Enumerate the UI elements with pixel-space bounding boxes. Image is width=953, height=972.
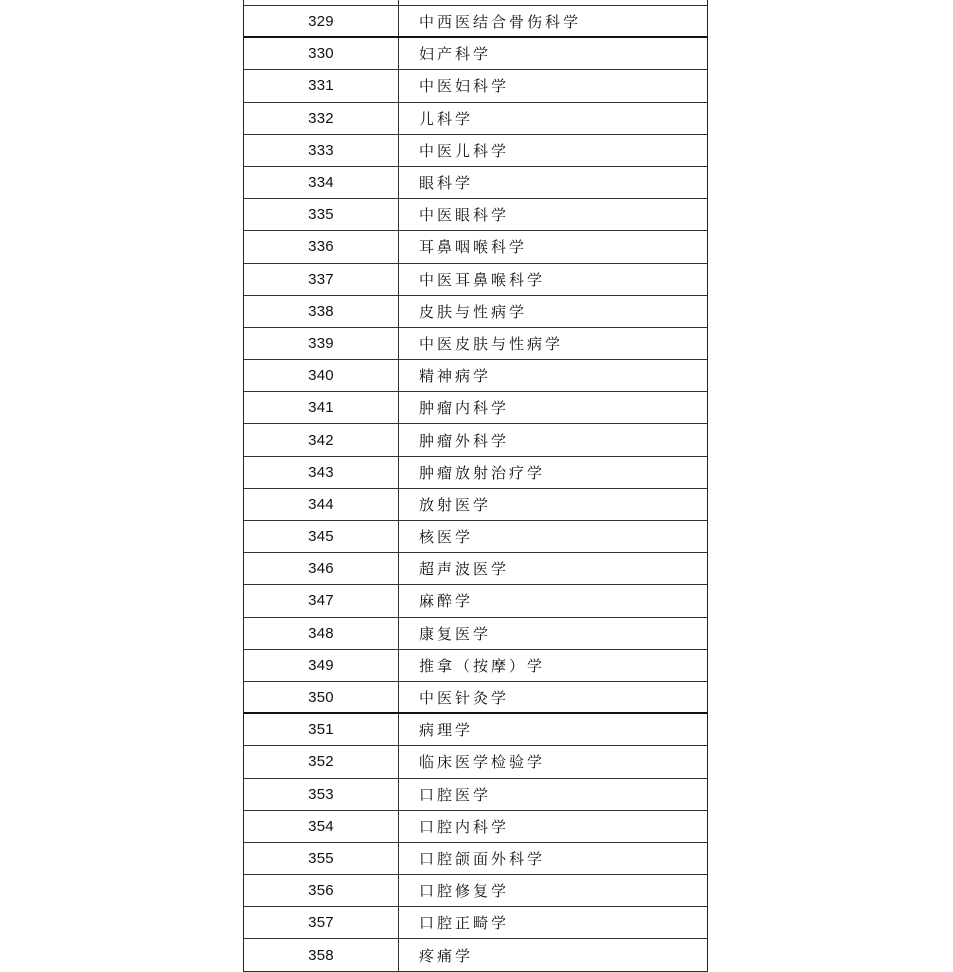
table-row: [243, 231, 708, 263]
specialty-name: 眼科学: [419, 174, 474, 193]
row-number: 357: [244, 907, 399, 938]
row-number: 358: [244, 939, 399, 970]
row-number: 347: [244, 585, 399, 616]
specialty-name: 口腔医学: [419, 785, 492, 804]
specialty-name: 中医儿科学: [419, 141, 510, 160]
specialty-name: 中医皮肤与性病学: [419, 334, 564, 353]
specialty-name: 中西医结合骨伤科学: [419, 12, 582, 31]
row-number: 355: [244, 843, 399, 874]
table-row: [243, 328, 708, 360]
table-row: [243, 521, 708, 553]
table-row: [243, 360, 708, 392]
table-row: [243, 38, 708, 70]
specialty-name: 口腔修复学: [419, 882, 510, 901]
row-number: 331: [244, 70, 399, 101]
table-row: [243, 843, 708, 875]
specialty-name: 中医针灸学: [419, 688, 510, 707]
specialty-name: 妇产科学: [419, 45, 492, 64]
table-row: [243, 811, 708, 843]
specialty-name: 精神病学: [419, 367, 492, 386]
specialty-name: 康复医学: [419, 624, 492, 643]
table-row: [243, 714, 708, 746]
row-number: 337: [244, 264, 399, 295]
table-row: [243, 6, 708, 38]
row-number: 335: [244, 199, 399, 230]
table-row: [243, 70, 708, 102]
specialty-name: 肿瘤放射治疗学: [419, 463, 546, 482]
table-row: [243, 907, 708, 939]
table-row: [243, 392, 708, 424]
specialty-name: 核医学: [419, 528, 474, 547]
row-number: 343: [244, 457, 399, 488]
specialty-table: [243, 6, 708, 972]
row-number: 334: [244, 167, 399, 198]
row-number: 345: [244, 521, 399, 552]
table-row: [243, 746, 708, 778]
table-row: [243, 135, 708, 167]
table-row: [243, 264, 708, 296]
specialty-name: 口腔内科学: [419, 817, 510, 836]
row-number: 329: [244, 6, 399, 36]
table-row: [243, 779, 708, 811]
specialty-name: 推拿（按摩）学: [419, 656, 546, 675]
specialty-name: 麻醉学: [419, 592, 474, 611]
specialty-name: 放射医学: [419, 495, 492, 514]
row-number: 351: [244, 714, 399, 745]
table-row: [243, 199, 708, 231]
table-row: [243, 939, 708, 971]
row-number: 353: [244, 779, 399, 810]
table-row: [243, 167, 708, 199]
table-row: [243, 585, 708, 617]
row-number: 336: [244, 231, 399, 262]
row-number: 349: [244, 650, 399, 681]
specialty-name: 超声波医学: [419, 560, 510, 579]
specialty-name: 皮肤与性病学: [419, 302, 528, 321]
row-number: 354: [244, 811, 399, 842]
row-number: 341: [244, 392, 399, 423]
specialty-name: 病理学: [419, 721, 474, 740]
row-number: 348: [244, 618, 399, 649]
table-row: [243, 618, 708, 650]
table-row: [243, 296, 708, 328]
specialty-name: 临床医学检验学: [419, 753, 546, 772]
row-number: 339: [244, 328, 399, 359]
specialty-name: 中医眼科学: [419, 206, 510, 225]
table-row: [243, 103, 708, 135]
row-number: 350: [244, 682, 399, 712]
row-number: 356: [244, 875, 399, 906]
specialty-name: 疼痛学: [419, 946, 474, 965]
row-number: 332: [244, 103, 399, 134]
row-number: 352: [244, 746, 399, 777]
row-number: 344: [244, 489, 399, 520]
specialty-name: 口腔正畸学: [419, 914, 510, 933]
table-row: [243, 650, 708, 682]
row-number: 333: [244, 135, 399, 166]
specialty-name: 肿瘤内科学: [419, 399, 510, 418]
table-row: [243, 875, 708, 907]
specialty-name: 肿瘤外科学: [419, 431, 510, 450]
table-row: [243, 553, 708, 585]
table-row: [243, 682, 708, 714]
row-number: 330: [244, 38, 399, 69]
row-number: 338: [244, 296, 399, 327]
table-row: [243, 424, 708, 456]
table-row: [243, 457, 708, 489]
specialty-name: 耳鼻咽喉科学: [419, 238, 528, 257]
specialty-name: 儿科学: [419, 109, 474, 128]
table-row: [243, 489, 708, 521]
row-number: 340: [244, 360, 399, 391]
specialty-name: 中医妇科学: [419, 77, 510, 96]
specialty-name: 中医耳鼻喉科学: [419, 270, 546, 289]
row-number: 346: [244, 553, 399, 584]
row-number: 342: [244, 424, 399, 455]
specialty-name: 口腔颌面外科学: [419, 849, 546, 868]
